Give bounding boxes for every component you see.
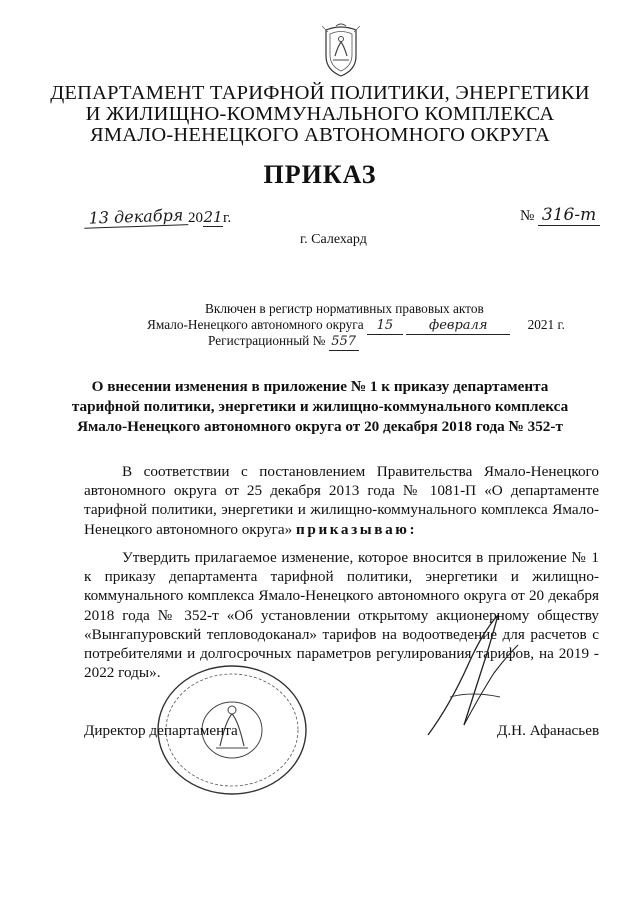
number-label: № — [520, 208, 535, 224]
department-name-line-2: И ЖИЛИЩНО-КОММУНАЛЬНОГО КОМПЛЕКСА — [85, 103, 555, 125]
order-verb: приказываю: — [296, 520, 418, 538]
registration-month: февраля — [406, 317, 510, 335]
body-paragraph-1 — [84, 462, 599, 539]
document-type-title: ПРИКАЗ — [263, 160, 377, 189]
handwritten-date: 13 декабря — [84, 205, 189, 229]
order-date — [84, 207, 231, 227]
signatory-name: Д.Н. Афанасьев — [497, 722, 600, 739]
subject-line-2: тарифной политики, энергетики и жилищно-коммунального комплекса — [71, 398, 569, 415]
department-name-line-1: ДЕПАРТАМЕНТ ТАРИФНОЙ ПОЛИТИКИ, ЭНЕРГЕТИКИ — [50, 82, 590, 104]
year-prefix: 20 — [188, 210, 203, 226]
subject-line-3: Ямало-Ненецкого автономного округа от 20 декабря 2018 года № 352-т — [77, 418, 563, 435]
paragraph-1-text: В соответствии с постановлением Правительства Ямало-Ненецкого автономного округа от 25 декабря 2013 года № 1081-П «О департаменте тарифной политики, энергетики и жилищно-коммунального комплекса Ямало-Ненецкого автономного округа» — [84, 463, 599, 538]
signatory-position: Директор департамента — [84, 722, 238, 739]
registration-number-label: Регистрационный № — [208, 333, 326, 348]
registration-region: Ямало-Ненецкого автономного округа — [147, 317, 364, 332]
handwritten-year: 21 — [203, 208, 223, 226]
registration-day: 15 — [367, 317, 403, 335]
city: г. Салехард — [300, 232, 367, 247]
subject-line-1: О внесении изменения в приложение № 1 к приказу департамента — [91, 378, 549, 395]
order-number — [520, 205, 600, 226]
coat-of-arms-emblem — [318, 22, 364, 80]
department-name-line-3: ЯМАЛО-НЕНЕЦКОГО АВТОНОМНОГО ОКРУГА — [89, 124, 551, 146]
registration-year: 2021 г. — [527, 317, 565, 332]
registration-line-3 — [208, 332, 359, 351]
registration-number: 557 — [329, 333, 359, 351]
handwritten-number: 316-т — [538, 205, 600, 226]
paragraph-2-text: Утвердить прилагаемое изменение, которое вносится в приложение № 1 к приказу департамента тарифной политики, энергетики и жилищно-коммунального комплекса Ямало-Ненецкого автономного округа от 20 декабря 2018 года № 352-т «Об установлении открытому акционерному обществу «Вынгапуровский тепловодоканал» тарифов на водоотведение для расчетов с потребителями и долгосрочных параметров регулирования тарифов, на 2019 - 2022 годы». — [84, 549, 599, 682]
registration-line-1: Включен в регистр нормативных правовых актов — [205, 301, 484, 316]
year-suffix: г. — [223, 210, 232, 226]
